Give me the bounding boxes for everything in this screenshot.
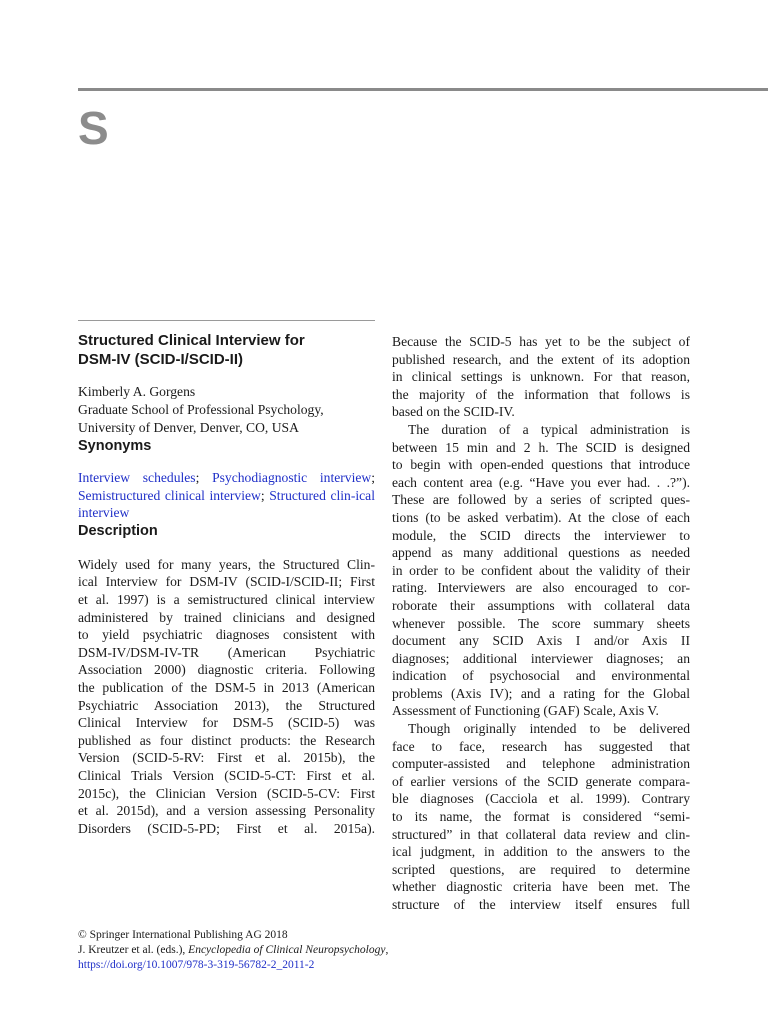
synonyms-heading: Synonyms (78, 438, 152, 454)
editors-prefix: J. Kreutzer et al. (eds.), (78, 944, 189, 956)
text-line: published as four distinct products: the Research (78, 732, 375, 748)
text-line: administered by trained clinicians and designed (78, 609, 375, 625)
editors-suffix: , (385, 944, 389, 956)
text-line: of earlier versions of the SCID generate compara- (392, 773, 690, 789)
footer (78, 928, 388, 973)
text-line: to begin with open-ended questions that introduce (392, 457, 690, 473)
copyright-line: © Springer International Publishing AG 2018 (78, 929, 288, 941)
right-column (392, 333, 690, 914)
text-line: et al. 2015d), and a version assessing Personality (78, 803, 375, 819)
text-line: module, the SCID directs the interviewer to (392, 527, 690, 543)
text-line: Widely used for many years, the Structured Clin- (78, 556, 375, 572)
text-line: whenever possible. The score summary sheets (392, 615, 690, 631)
text-line: roborate their assumptions with collateral data (392, 597, 690, 613)
text-line: document any SCID Axis I and/or Axis II (392, 633, 690, 649)
entry-title (78, 331, 375, 369)
text-line: in order to be confident about the validity of their (392, 562, 690, 578)
book-title: Encyclopedia of Clinical Neuropsychology (188, 944, 386, 956)
affiliation-line-2: University of Denver, Denver, CO, USA (78, 420, 299, 435)
entry-title-line-2: DSM-IV (SCID-I/SCID-II) (78, 351, 243, 368)
text-line: Clinical Trials Version (SCID-5-CT: First et al. (78, 767, 375, 783)
affiliation-line-1: Graduate School of Professional Psychology, (78, 402, 324, 417)
text-line: based on the SCID-IV. (392, 404, 515, 420)
text-line: in clinical settings is unknown. For that reason, (392, 369, 690, 385)
author-block (78, 383, 375, 437)
text-line: Disorders (SCID-5-PD; First et al. 2015a). (78, 820, 375, 836)
author-name: Kimberly A. Gorgens (78, 384, 196, 399)
doi-link[interactable]: https://doi.org/10.1007/978-3-319-56782-2_2011-2 (78, 959, 315, 971)
text-line: ical judgment, in addition to the answers to the (392, 844, 690, 860)
text-line: 2015c), the Clinician Version (SCID-5-CV: First (78, 785, 375, 801)
text-line: problems (Axis IV); and a rating for the Global (392, 685, 690, 701)
text-line: ical Interview for DSM-IV (SCID-I/SCID-II; First (78, 574, 375, 590)
text-line: Because the SCID-5 has yet to be the subject of (392, 334, 690, 349)
text-line: Version (SCID-5-RV: First et al. 2015b), the (78, 750, 375, 766)
title-rule (78, 320, 375, 321)
synonym-link-1[interactable]: Interview schedules (78, 470, 196, 485)
synonyms-list: Interview schedules; Psychodiagnostic interview; Semistructured clinical interview; Structured clin-ical interview (78, 470, 375, 521)
text-line: computer-assisted and telephone administration (392, 756, 690, 772)
text-line: each content area (e.g. “Have you ever had. . .?”). (392, 474, 690, 490)
text-line: ble diagnoses (Cacciola et al. 1999). Contrary (392, 791, 690, 807)
text-line: published research, and the extent of its adoption (392, 351, 690, 367)
text-line: Association 2000) diagnostic criteria. Following (78, 662, 375, 678)
text-line: tions (to be asked verbatim). At the close of each (392, 509, 690, 525)
top-rule (78, 88, 768, 91)
synonym-link-3[interactable]: Semistructured clinical interview (78, 487, 261, 503)
text-line: rating. Interviewers are also encouraged to cor- (392, 580, 690, 596)
text-line: Clinical Interview for DSM-5 (SCID-5) was (78, 715, 375, 731)
text-line: The duration of a typical administration is (408, 421, 690, 437)
citation-line (78, 943, 388, 958)
text-line: structured” in that collateral data review and clin- (392, 826, 690, 842)
text-line: the majority of the information that follows is (392, 386, 690, 402)
text-line: between 15 min and 2 h. The SCID is designed (392, 439, 690, 455)
text-line: append as many additional questions as needed (392, 545, 690, 561)
description-left-text (78, 556, 375, 838)
text-line: DSM-IV/DSM-IV-TR (American Psychiatric (78, 644, 375, 660)
text-line: These are followed by a series of scripted ques- (392, 492, 690, 508)
section-letter: S (78, 102, 109, 154)
text-line: Assessment of Functioning (GAF) Scale, Axis V. (392, 703, 659, 719)
text-line: to yield psychiatric diagnoses consistent with (78, 627, 375, 643)
text-line: diagnoses; additional interviewer diagnoses; an (392, 650, 690, 666)
text-line: structure of the interview itself ensures full (392, 897, 690, 912)
text-line: to its name, the format is considered “semi- (392, 809, 690, 825)
synonym-link-4[interactable]: Structured clin-ical interview (78, 487, 375, 521)
text-line: Though originally intended to be delivered (408, 721, 690, 737)
text-line: indication of psychosocial and environmental (392, 668, 690, 684)
synonym-link-2[interactable]: Psychodiagnostic interview (212, 470, 372, 485)
text-line: the publication of the DSM-5 in 2013 (American (78, 679, 375, 695)
text-line: face to face, research has suggested that (392, 738, 690, 754)
text-line: Psychiatric Association 2013), the Structured (78, 697, 375, 713)
description-heading: Description (78, 522, 158, 539)
entry-title-line-1: Structured Clinical Interview for (78, 332, 305, 349)
left-column (78, 320, 375, 837)
text-line: scripted questions, are required to determine (392, 861, 690, 877)
text-line: whether diagnostic criteria have been met. The (392, 879, 690, 895)
text-line: et al. 1997) is a semistructured clinical interview (78, 591, 375, 607)
